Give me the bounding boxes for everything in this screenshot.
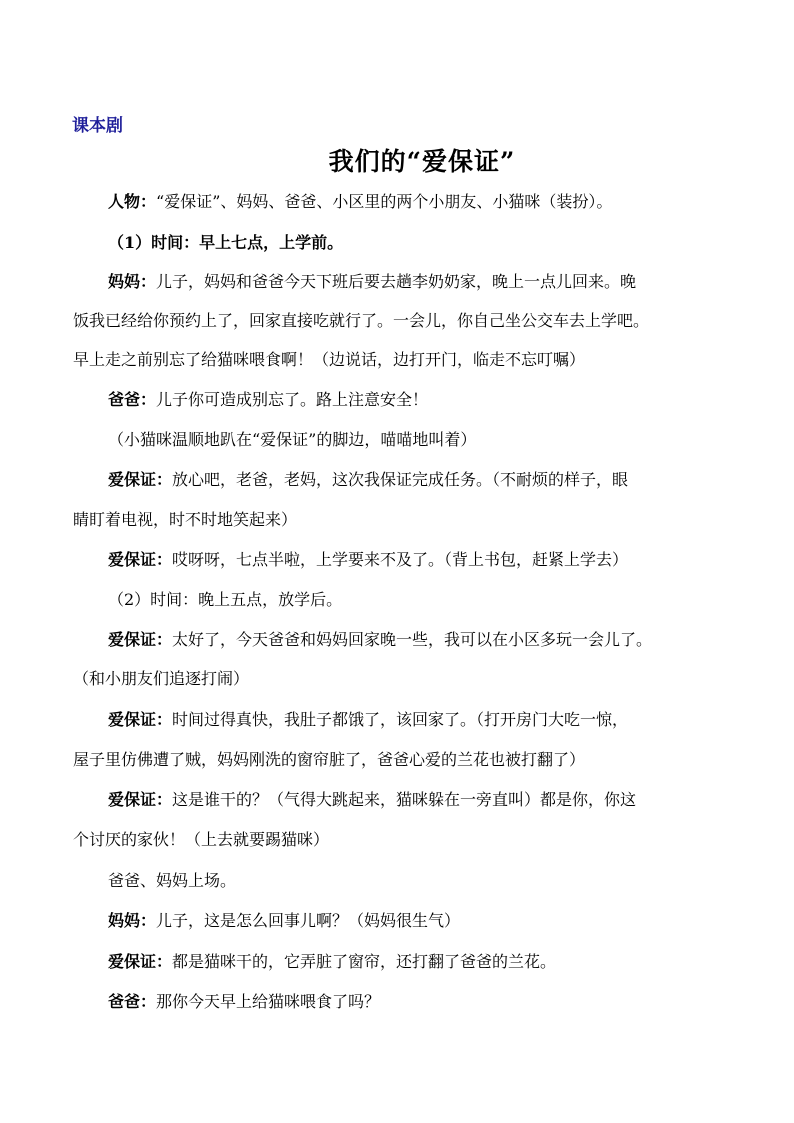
characters-label: 人物： (108, 192, 157, 211)
scene2-heading: （2）时间：晚上五点，放学后。 (108, 590, 343, 609)
abz3-line2: （和小朋友们追逐打闹） (73, 669, 250, 688)
dialogue-text: 儿子，这是怎么回事儿啊？（妈妈很生气） (156, 911, 461, 930)
scene1-text: （1）时间：早上七点，上学前。 (108, 233, 344, 252)
page-title: 我们的“爱保证” (328, 147, 516, 176)
dialogue-text: 太好了，今天爸爸和妈妈回家晚一些，我可以在小区多玩一会儿了。 (172, 630, 653, 649)
abz3-line1 (108, 630, 652, 650)
mom1-line1 (108, 272, 636, 292)
mom1-line3: 早上走之前别忘了给猫咪喂食啊！（边说话，边打开门，临走不忘叮嘱） (73, 350, 586, 369)
dad1-line1 (108, 390, 428, 410)
speaker-abz: 爱保证： (108, 630, 173, 649)
abz4-line1 (108, 710, 628, 730)
speaker-abz: 爱保证： (108, 710, 173, 729)
dialogue-text: 哎呀呀，七点半啦，上学要来不及了。（背上书包，赶紧上学去） (172, 550, 629, 569)
speaker-abz: 爱保证： (108, 550, 173, 569)
dialogue-text: 这是谁干的？（气得大跳起来，猫咪躲在一旁直叫）都是你，你这 (172, 790, 637, 809)
abz1-line2: 睛盯着电视，时不时地笑起来） (73, 510, 298, 529)
speaker-dad: 爸爸： (108, 390, 157, 409)
dialogue-text: 放心吧，老爸，老妈，这次我保证完成任务。（不耐烦的样子，眼 (172, 470, 629, 489)
dialogue-text: 儿子你可造成别忘了。路上注意安全！ (156, 390, 429, 409)
abz5-line1 (108, 790, 636, 810)
speaker-abz: 爱保证： (108, 790, 173, 809)
abz2-line1 (108, 550, 628, 570)
speaker-mom: 妈妈： (108, 272, 157, 291)
category-label: 课本剧 (72, 116, 123, 136)
speaker-mom: 妈妈： (108, 911, 157, 930)
scene1-heading (108, 233, 343, 253)
dialogue-text: 儿子，妈妈和爸爸今天下班后要去趟李奶奶家，晚上一点儿回来。晚 (156, 272, 637, 291)
characters-text: “爱保证”、妈妈、爸爸、小区里的两个小朋友、小猫咪（装扮）。 (156, 192, 613, 211)
dialogue-text: 都是猫咪干的，它弄脏了窗帘，还打翻了爸爸的兰花。 (172, 952, 557, 971)
characters-line (108, 192, 612, 212)
abz4-line2: 屋子里仿佛遭了贼，妈妈刚洗的窗帘脏了，爸爸心爱的兰花也被打翻了） (73, 750, 586, 769)
dialogue-text: 时间过得真快，我肚子都饿了，该回家了。（打开房门大吃一惊， (172, 710, 629, 729)
speaker-abz: 爱保证： (108, 470, 173, 489)
abz5-line2: 个讨厌的家伙！（上去就要踢猫咪） (73, 830, 330, 849)
abz6-line1 (108, 952, 556, 972)
stage-direction-1: （小猫咪温顺地趴在“爱保证”的脚边，喵喵地叫着） (108, 430, 477, 449)
dad2-line1 (108, 992, 380, 1012)
mom2-line1 (108, 911, 460, 931)
abz1-line1 (108, 470, 628, 490)
mom1-line2: 饭我已经给你预约上了，回家直接吃就行了。一会儿，你自己坐公交车去上学吧。 (73, 311, 650, 330)
dialogue-text: 那你今天早上给猫咪喂食了吗？ (156, 992, 381, 1011)
speaker-dad: 爸爸： (108, 992, 157, 1011)
stage-direction-2: 爸爸、妈妈上场。 (108, 871, 237, 890)
speaker-abz: 爱保证： (108, 952, 173, 971)
